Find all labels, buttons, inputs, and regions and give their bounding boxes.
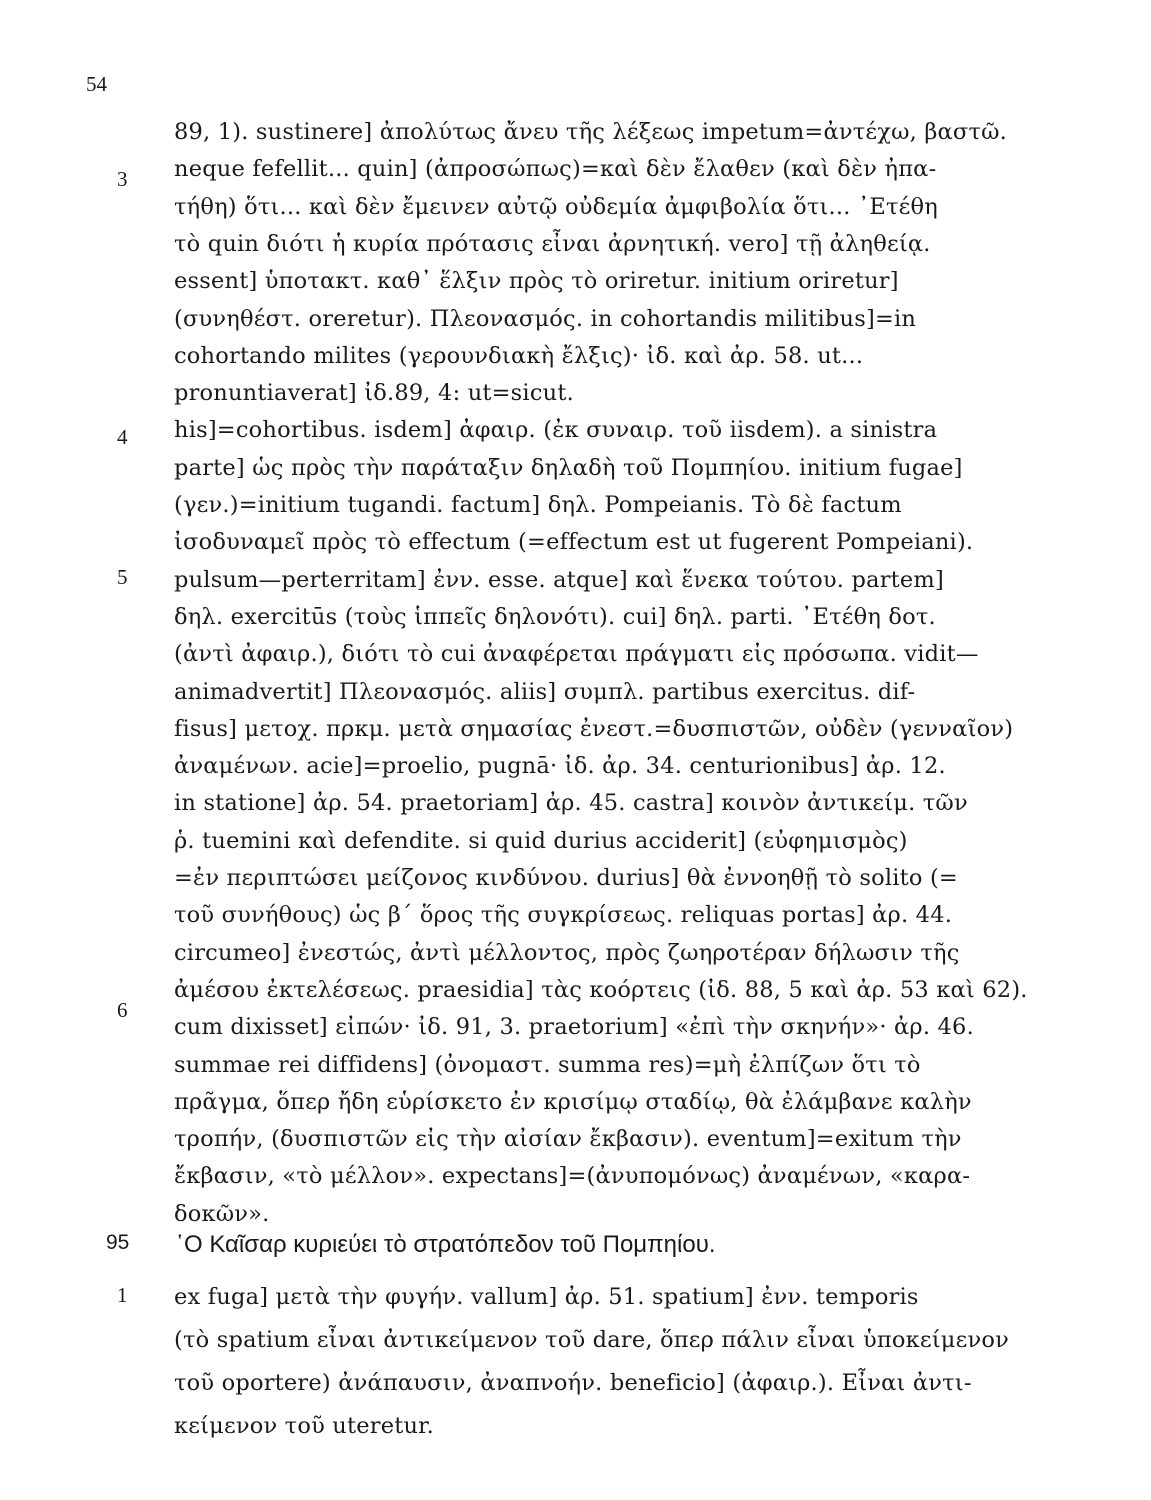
text-line: ἀμέσου ἐκτελέσεως. praesidia] τὰς κοόρτεις (ἰδ. 88, 5 καὶ ἀρ. 53 καὶ 62). [174, 976, 1028, 1003]
text-line: pulsum—perterritam] ἐνν. esse. atque] καὶ ἕνεκα τούτου. partem] [174, 566, 944, 593]
text-line: (γεν.)=initium tugandi. factum] δηλ. Pompeianis. Τὸ δὲ factum [174, 492, 902, 518]
margin-number: 95 [106, 1231, 130, 1254]
text-line: τοῦ oportere) ἀνάπαυσιν, ἀναπνοήν. beneficio] (ἀφαιρ.). Εἶναι ἀντι- [174, 1370, 972, 1396]
text-line: (τὸ spatium εἶναι ἀντικείμενον τοῦ dare, ὅπερ πάλιν εἶναι ὑποκείμενον [174, 1327, 1009, 1353]
text-line: τήθη) ὅτι... καὶ δὲν ἔμεινεν αὐτῷ οὐδεμία ἀμφιβολία ὅτι... ᾿Ετέθη [174, 193, 938, 220]
text-line: pronuntiaverat] ἰδ.89, 4: ut=sicut. [174, 380, 574, 407]
text-line: ἀναμένων. acie]=proelio, pugnā· ἰδ. ἀρ. 34. centurionibus] ἀρ. 12. [174, 753, 946, 780]
text-line: (ἀντὶ ἀφαιρ.), διότι τὸ cui ἀναφέρεται πράγματι εἰς πρόσωπα. vidit— [174, 641, 979, 668]
text-line: ἰσοδυναμεῖ πρὸς τὸ effectum (=effectum est ut fugerent Pompeiani). [174, 529, 974, 556]
margin-number: 6 [117, 998, 128, 1022]
section-heading: ῾Ο Καῖσαρ κυριεύει τὸ στρατόπεδον τοῦ Πομπηίου. [176, 1231, 716, 1258]
margin-number: 4 [117, 425, 128, 449]
text-line: fisus] μετοχ. πρκμ. μετὰ σημασίας ἐνεστ.=δυσπιστῶν, οὐδὲν (γενναῖον) [174, 715, 1014, 742]
page-number: 54 [86, 72, 107, 96]
text-line: τὸ quin διότι ἡ κυρία πρότασις εἶναι ἀρνητική. vero] τῇ ἀληθείᾳ. [174, 230, 931, 257]
text-line: in statione] ἀρ. 54. praetoriam] ἀρ. 45. castra] κοινὸν ἀντικείμ. τῶν [174, 790, 968, 817]
text-line: ἔκβασιν, «τὸ μέλλον». expectans]=(ἀνυπομόνως) ἀναμένων, «καρα- [174, 1163, 971, 1190]
text-line: ῥ. tuemini καὶ defendite. si quid durius acciderit] (εὐφημισμὸς) [174, 827, 908, 854]
text-line: animadvertit] Πλεονασμός. aliis] συμπλ. partibus exercitus. dif- [174, 678, 916, 705]
text-line: 89, 1). sustinere] ἀπολύτως ἄνευ τῆς λέξεως impetum=ἀντέχω, βαστῶ. [174, 119, 1008, 145]
text-line: πρᾶγμα, ὅπερ ἤδη εὑρίσκετο ἐν κρισίμῳ σταδίῳ, θὰ ἐλάμβανε καλὴν [174, 1088, 972, 1115]
text-line: (συνηθέστ. oreretur). Πλεονασμός. in cohortandis militibus]=in [174, 305, 917, 332]
text-line: his]=cohortibus. isdem] ἀφαιρ. (ἐκ συναιρ. τοῦ iisdem). a sinistra [174, 417, 938, 444]
text-line: δηλ. exercitūs (τοὺς ἱππεῖς δηλονότι). cui] δηλ. parti. ᾿Ετέθη δοτ. [174, 603, 936, 630]
text-line: τοῦ συνήθους) ὡς β΄ ὅρος τῆς συγκρίσεως. reliquas portas] ἀρ. 44. [174, 902, 953, 929]
text-line: summae rei diffidens] (ὀνομαστ. summa res)=μὴ ἐλπίζων ὅτι τὸ [174, 1051, 921, 1078]
margin-number: 5 [117, 565, 128, 589]
text-line: parte] ὡς πρὸς τὴν παράταξιν δηλαδὴ τοῦ Πομπηίου. initium fugae] [174, 454, 963, 481]
text-line: neque fefellit... quin] (ἀπροσώπως)=καὶ δὲν ἔλαθεν (καὶ δὲν ἠπα- [174, 156, 937, 183]
text-line: circumeo] ἐνεστώς, ἀντὶ μέλλοντος, πρὸς ζωηροτέραν δήλωσιν τῆς [174, 939, 960, 966]
text-line: essent] ὑποτακτ. καθ᾿ ἕλξιν πρὸς τὸ oriretur. initium oriretur] [174, 268, 899, 295]
text-line: ex fuga] μετὰ τὴν φυγήν. vallum] ἀρ. 51. spatium] ἐνν. temporis [174, 1284, 919, 1310]
text-line: cum dixisset] εἰπών· ἰδ. 91, 3. praetorium] «ἐπὶ τὴν σκηνήν»· ἀρ. 46. [174, 1014, 974, 1041]
margin-number: 1 [117, 1283, 128, 1307]
text-line: δοκῶν». [174, 1200, 270, 1227]
text-line: κείμενον τοῦ uteretur. [174, 1413, 434, 1439]
text-line: =ἐν περιπτώσει μείζονος κινδύνου. durius] θὰ ἐννοηθῇ τὸ solito (= [174, 865, 958, 891]
text-line: τροπήν, (δυσπιστῶν εἰς τὴν αἰσίαν ἔκβασιν). eventum]=exitum τὴν [174, 1126, 962, 1153]
text-line: cohortando milites (γερουνδιακὴ ἔλξις)· ἰδ. καὶ ἀρ. 58. ut... [174, 342, 864, 369]
margin-number: 3 [117, 167, 128, 191]
